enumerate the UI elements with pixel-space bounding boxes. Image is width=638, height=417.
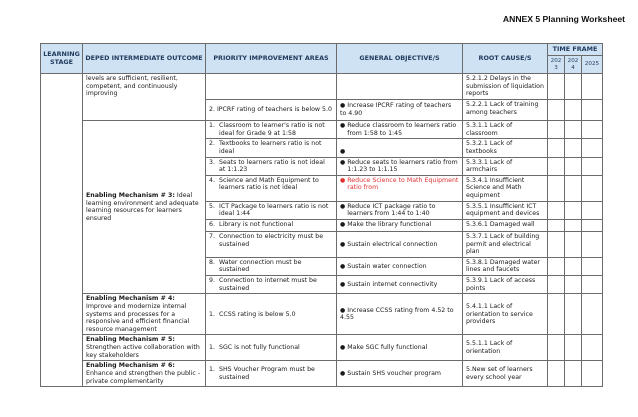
bullet-icon: ● — [340, 369, 346, 377]
mechanism-6-text: Enhance and strengthen the public - private complementarity — [86, 369, 201, 385]
item-number: 3. — [209, 158, 215, 166]
item-number: 7. — [209, 232, 215, 240]
year-cell — [582, 74, 603, 100]
objective-text: Reduce Science to Math Equipment ratio from — [347, 176, 459, 192]
item-number: 4. — [209, 176, 215, 184]
year-cell — [548, 201, 565, 219]
table-row — [41, 74, 603, 100]
year-cell — [565, 361, 582, 387]
mechanism-5-label: Enabling Mechanism # 5: — [86, 336, 175, 344]
year-cell — [565, 257, 582, 275]
bullet-icon: ● — [340, 102, 346, 110]
item-number: 8. — [209, 258, 215, 266]
item-number: 6. — [209, 220, 215, 228]
root-cause-cell: 5.3.9.1 Lack of access points — [463, 276, 548, 294]
objective-text: Make the library functional — [347, 220, 432, 228]
root-cause-cell: 5.3.1.1 Lack of classroom — [463, 121, 548, 139]
year-cell — [548, 100, 565, 121]
mechanism-3-text: Ideal learning environment and adequate learning resources for learners ensured — [86, 191, 199, 222]
year-cell — [582, 121, 603, 139]
priority-text: Connection to internet must be sustained — [219, 277, 317, 292]
root-cause-cell: 5.2.1.2 Delays in the submission of liquidation reports — [463, 74, 548, 100]
objective-cell — [337, 100, 463, 121]
root-cause-cell: 5.New set of learners every school year — [463, 361, 548, 387]
objective-cell — [337, 139, 463, 157]
mechanism-5-text: Strengthen active collaboration with key stakeholders — [86, 344, 200, 359]
root-cause-cell: 5.5.1.1 Lack of orientation — [463, 335, 548, 361]
root-cause-cell: 5.3.4.1 Insufficient Science and Math equipment — [463, 175, 548, 201]
header-year-2025: 2025 — [582, 56, 603, 74]
root-cause-cell: 5.3.8.1 Damaged water lines and faucets — [463, 257, 548, 275]
year-cell — [565, 276, 582, 294]
year-cell — [565, 219, 582, 231]
year-cell — [548, 139, 565, 157]
learning-stage-cell — [41, 74, 83, 387]
objective-text: Sustain electrical connection — [347, 240, 438, 248]
bullet-icon: ● — [340, 176, 346, 184]
root-cause-cell: 5.3.5.1 Insufficient ICT equipment and devices — [463, 201, 548, 219]
root-cause-cell: 5.2.2.1 Lack of training among teachers — [463, 100, 548, 121]
header-time-frame: TIME FRAME — [548, 44, 603, 56]
objective-cell — [337, 74, 463, 100]
table-row — [41, 294, 603, 335]
year-cell — [582, 157, 603, 175]
year-cell — [548, 361, 565, 387]
bullet-icon: ● — [340, 240, 346, 248]
year-cell — [548, 219, 565, 231]
item-number: 5. — [209, 202, 215, 210]
mechanism-3-cell — [83, 121, 206, 294]
year-cell — [565, 335, 582, 361]
objective-text: Increase CCSS rating from 4.52 to 4.55 — [340, 306, 454, 322]
year-cell — [582, 335, 603, 361]
bullet-icon: ● — [340, 158, 346, 166]
year-cell — [548, 121, 565, 139]
year-cell — [548, 231, 565, 257]
objective-cell — [337, 257, 463, 275]
planning-worksheet-table — [40, 43, 603, 387]
priority-text: SGC is not fully functional — [219, 344, 300, 351]
root-cause-cell: 5.4.1.1 Lack of orientation to service providers — [463, 294, 548, 335]
objective-cell — [337, 361, 463, 387]
objective-text: Reduce classroom to learners ratio from 1:58 to 1:45 — [347, 122, 457, 137]
year-cell — [582, 276, 603, 294]
priority-text: Connection to electricity must be sustained — [219, 232, 324, 248]
priority-cell — [206, 139, 337, 157]
table-row — [41, 335, 603, 361]
year-cell — [565, 201, 582, 219]
priority-cell — [206, 219, 337, 231]
objective-text: Increase IPCRF rating of teachers to 4.90 — [340, 102, 452, 117]
year-cell — [582, 294, 603, 335]
year-cell — [548, 257, 565, 275]
objective-text: Reduce seats to learners ratio from 1:1.23 to 1:1.15 — [347, 158, 458, 174]
year-cell — [565, 100, 582, 121]
annex-title: ANNEX 5 Planning Worksheet — [502, 14, 625, 24]
bullet-icon: ● — [340, 280, 346, 288]
year-cell — [565, 74, 582, 100]
priority-text: Science and Math Equipment to learners ratio is not ideal — [219, 176, 319, 192]
year-cell — [582, 139, 603, 157]
priority-cell — [206, 335, 337, 361]
bullet-icon: ● — [340, 202, 346, 210]
objective-cell — [337, 175, 463, 201]
priority-text: ICT Package to learners ratio is not ideal 1:44 — [219, 202, 329, 218]
mechanism-6-label: Enabling Mechanism # 6: — [86, 362, 175, 370]
year-cell — [565, 121, 582, 139]
year-cell — [548, 276, 565, 294]
priority-text: Water connection must be sustained — [219, 258, 302, 274]
header-root-cause: ROOT CAUSE/S — [463, 44, 548, 74]
year-cell — [582, 175, 603, 201]
mechanism-4-text: Improve and modernize internal systems and processes for a responsive and efficient financial resource management — [86, 302, 190, 333]
header-priority: PRIORITY IMPROVEMENT AREAS — [206, 44, 337, 74]
objective-cell — [337, 201, 463, 219]
priority-cell — [206, 157, 337, 175]
priority-cell — [206, 276, 337, 294]
priority-text: SHS Voucher Program must be sustained — [219, 366, 315, 381]
header-learning-stage: LEARNING STAGE — [41, 44, 83, 74]
header-outcome: DEPED INTERMEDIATE OUTCOME — [83, 44, 206, 74]
header-objective: GENERAL OBJECTIVE/S — [337, 44, 463, 74]
year-cell — [582, 219, 603, 231]
objective-cell — [337, 276, 463, 294]
year-cell — [565, 139, 582, 157]
mechanism-6-cell — [83, 361, 206, 387]
root-cause-cell: 5.3.7.1 Lack of building permit and electrical plan — [463, 231, 548, 257]
year-cell — [582, 257, 603, 275]
priority-cell — [206, 231, 337, 257]
priority-text: 2. IPCRF rating of teachers is below 5.0 — [209, 106, 332, 114]
table-row — [41, 121, 603, 139]
year-cell — [548, 335, 565, 361]
objective-text: Sustain internet connectivity — [347, 280, 438, 288]
priority-text: Seats to learners ratio is not ideal at 1:1.23 — [219, 158, 325, 174]
objective-cell — [337, 294, 463, 335]
objective-cell — [337, 219, 463, 231]
priority-cell — [206, 257, 337, 275]
priority-text: CCSS rating is below 5.0 — [219, 310, 296, 318]
item-number: 9. — [209, 277, 215, 284]
bullet-icon: ● — [340, 147, 346, 155]
outcome-cell: levels are sufficient, resilient, competent, and continuously improving — [83, 74, 206, 121]
root-cause-cell: 5.3.3.1 Lack of armchairs — [463, 157, 548, 175]
mechanism-4-cell — [83, 294, 206, 335]
year-cell — [548, 157, 565, 175]
objective-text: Sustain water connection — [347, 262, 427, 270]
table-row — [41, 361, 603, 387]
bullet-icon: ● — [340, 262, 346, 270]
root-cause-cell: 5.3.6.1 Damaged wall — [463, 219, 548, 231]
year-cell — [565, 294, 582, 335]
priority-cell — [206, 121, 337, 139]
bullet-icon: ● — [340, 306, 346, 314]
item-number: 2. — [209, 140, 215, 148]
priority-text: Textbooks to learners ratio is not ideal — [219, 140, 322, 155]
mechanism-4-label: Enabling Mechanism # 4: — [86, 295, 175, 303]
priority-cell — [206, 100, 337, 121]
bullet-icon: ● — [340, 220, 346, 228]
year-cell — [582, 201, 603, 219]
objective-text: Reduce ICT package ratio to learners from 1:44 to 1:40 — [347, 202, 436, 218]
item-number: 1. — [209, 366, 215, 374]
item-number: 1. — [209, 344, 215, 351]
year-cell — [582, 100, 603, 121]
year-cell — [565, 157, 582, 175]
mechanism-3-label: Enabling Mechanism # 3: — [86, 191, 175, 199]
objective-cell — [337, 121, 463, 139]
year-cell — [582, 361, 603, 387]
header-year-2023: 202 3 — [548, 56, 565, 74]
year-cell — [548, 175, 565, 201]
priority-cell — [206, 361, 337, 387]
objective-text: Sustain SHS voucher program — [347, 369, 441, 377]
priority-cell — [206, 175, 337, 201]
year-cell — [565, 175, 582, 201]
objective-cell — [337, 335, 463, 361]
header-year-2024: 202 4 — [565, 56, 582, 74]
priority-text: Library is not functional — [219, 220, 294, 228]
year-cell — [565, 231, 582, 257]
priority-text: Classroom to learner's ratio is not ideal for Grade 9 at 1:58 — [219, 122, 325, 137]
priority-cell — [206, 201, 337, 219]
mechanism-5-cell — [83, 335, 206, 361]
priority-cell — [206, 294, 337, 335]
objective-cell — [337, 231, 463, 257]
objective-text: Make SGC fully functional — [347, 344, 428, 351]
year-cell — [548, 74, 565, 100]
bullet-icon: ● — [340, 122, 346, 129]
item-number: 1. — [209, 122, 215, 129]
priority-cell — [206, 74, 337, 100]
year-cell — [582, 231, 603, 257]
bullet-icon: ● — [340, 344, 346, 351]
root-cause-cell: 5.3.2.1 Lack of textbooks — [463, 139, 548, 157]
year-cell — [548, 294, 565, 335]
objective-cell — [337, 157, 463, 175]
item-number: 1. — [209, 310, 215, 318]
